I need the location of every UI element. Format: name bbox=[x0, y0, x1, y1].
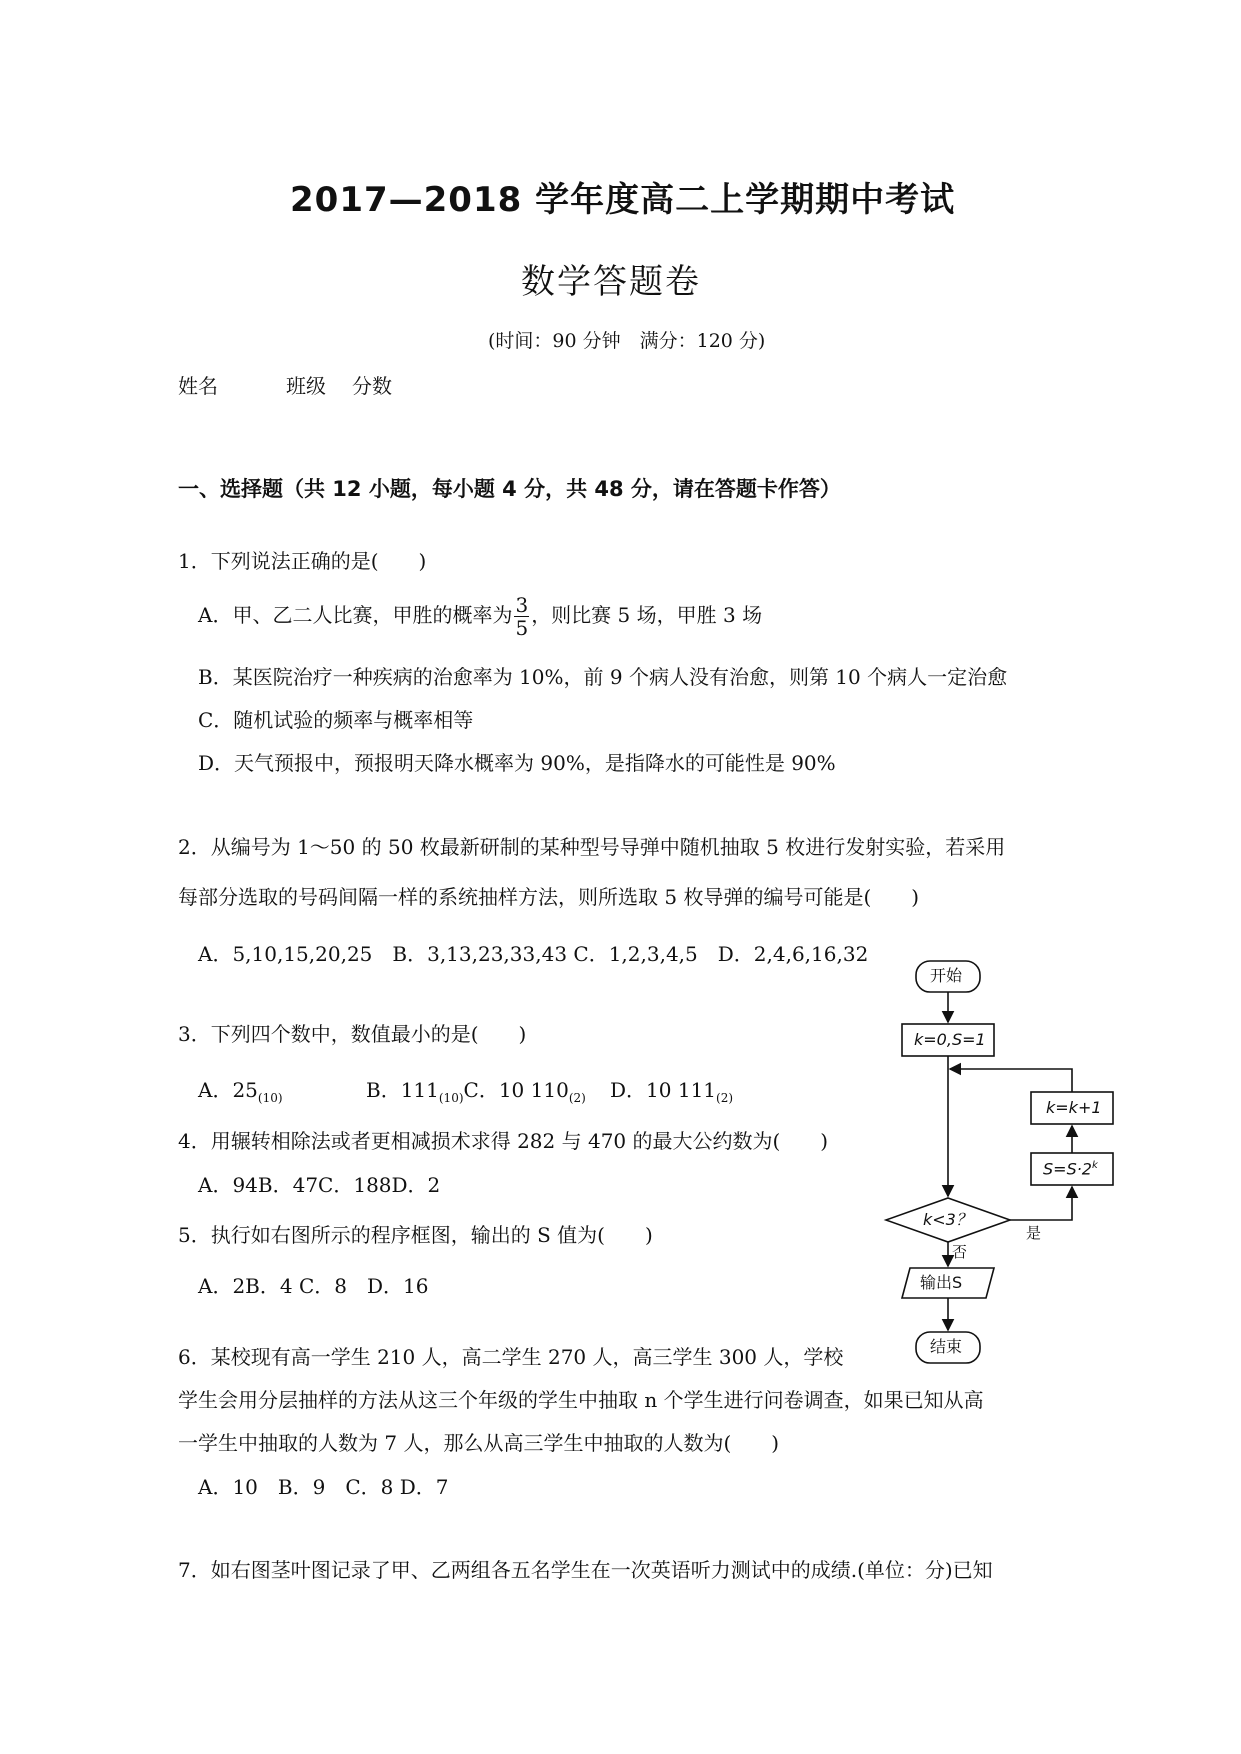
flowchart-condition-label: k<3？ bbox=[923, 1210, 972, 1229]
question-3-options-bc bbox=[366, 1080, 586, 1104]
question-4-stem: 4．用辗转相除法或者更相减损术求得 282 与 470 的最大公约数为( ) bbox=[178, 1129, 829, 1153]
question-2-line-1: 2．从编号为 1～50 的 50 枚最新研制的某种型号导弹中随机抽取 5 枚进行发射实验，若采用 bbox=[178, 835, 1006, 859]
flowchart-loop-line bbox=[950, 1069, 1072, 1092]
question-1-option-c: C．随机试验的频率与概率相等 bbox=[198, 708, 474, 732]
flowchart-update-label bbox=[1043, 1161, 1098, 1177]
flowchart-yes-label: 是 bbox=[1026, 1224, 1042, 1242]
question-6-line-1: 6．某校现有高一学生 210 人，高二学生 270 人，高三学生 300 人，学校 bbox=[178, 1345, 844, 1369]
question-6-line-2: 学生会用分层抽样的方法从这三个年级的学生中抽取 n 个学生进行问卷调查，如果已知从高 bbox=[178, 1388, 984, 1412]
option-c-value: C．10 110 bbox=[463, 1078, 569, 1102]
question-2-options: A．5,10,15,20,25 B．3,13,23,33,43 C．1,2,3,4,5 D．2,4,6,16,32 bbox=[198, 942, 869, 966]
question-1-option-b: B．某医院治疗一种疾病的治愈率为 10%，前 9 个病人没有治愈，则第 10 个病人一定治愈 bbox=[198, 665, 1008, 689]
name-label: 姓名 bbox=[178, 374, 218, 398]
flowchart-init-label: k=0,S=1 bbox=[914, 1030, 986, 1049]
option-a-text: A．甲、乙二人比赛，甲胜的概率为 bbox=[198, 603, 513, 627]
question-1-option-d: D．天气预报中，预报明天降水概率为 90%，是指降水的可能性是 90% bbox=[198, 751, 836, 775]
score-label: 分数 bbox=[352, 374, 392, 398]
page-title: 2017—2018 学年度高二上学期期中考试 bbox=[290, 180, 956, 220]
section-heading: 一、选择题（共 12 小题，每小题 4 分，共 48 分，请在答题卡作答） bbox=[178, 477, 841, 501]
flowchart-end-label: 结束 bbox=[930, 1337, 963, 1356]
question-6-options: A．10 B．9 C．8 D．7 bbox=[198, 1475, 449, 1499]
question-5-options: A．2B．4 C．8 D．16 bbox=[198, 1274, 429, 1298]
question-3-stem: 3．下列四个数中，数值最小的是( ) bbox=[178, 1022, 527, 1046]
time-info: (时间：90 分钟 满分：120 分) bbox=[488, 330, 766, 352]
flowchart-output-label: 输出S bbox=[920, 1273, 963, 1292]
option-b-base: (10) bbox=[438, 1091, 464, 1105]
question-7-line-1: 7．如右图茎叶图记录了甲、乙两组各五名学生在一次英语听力测试中的成绩.(单位：分)已知 bbox=[178, 1558, 993, 1582]
page-subtitle: 数学答题卷 bbox=[521, 262, 701, 302]
fraction bbox=[514, 594, 529, 639]
question-4-options: A．94B．47C．188D．2 bbox=[198, 1173, 441, 1197]
fraction-denominator: 5 bbox=[515, 616, 529, 640]
option-b-value: B．111 bbox=[366, 1078, 439, 1102]
option-d-base: (2) bbox=[716, 1091, 734, 1105]
question-2-line-2: 每部分选取的号码间隔一样的系统抽样方法，则所选取 5 枚导弹的编号可能是( ) bbox=[178, 885, 920, 909]
question-3-option-a bbox=[198, 1080, 283, 1104]
flowchart-start-label: 开始 bbox=[930, 966, 963, 985]
flowchart-yes-line bbox=[1010, 1187, 1072, 1220]
question-1-option-a bbox=[198, 594, 762, 639]
option-a-base: (10) bbox=[257, 1091, 283, 1105]
question-5-stem: 5．执行如右图所示的程序框图，输出的 S 值为( ) bbox=[178, 1223, 653, 1247]
class-label: 班级 bbox=[286, 374, 326, 398]
flowchart-update-exponent: k bbox=[1091, 1160, 1098, 1171]
option-a-value: A．25 bbox=[198, 1078, 258, 1102]
option-d-value: D．10 111 bbox=[610, 1078, 717, 1102]
flowchart-update-expr: S=S·2 bbox=[1043, 1159, 1092, 1179]
question-6-line-3: 一学生中抽取的人数为 7 人，那么从高三学生中抽取的人数为( ) bbox=[178, 1431, 780, 1455]
option-a-text-tail: ，则比赛 5 场，甲胜 3 场 bbox=[531, 603, 763, 627]
option-c-base: (2) bbox=[568, 1091, 586, 1105]
question-1-stem: 1．下列说法正确的是( ) bbox=[178, 549, 427, 573]
fraction-numerator: 3 bbox=[515, 593, 529, 617]
question-3-option-d bbox=[610, 1080, 733, 1104]
flowchart-no-label: 否 bbox=[952, 1243, 968, 1261]
flowchart-increment-label: k=k+1 bbox=[1046, 1098, 1102, 1117]
